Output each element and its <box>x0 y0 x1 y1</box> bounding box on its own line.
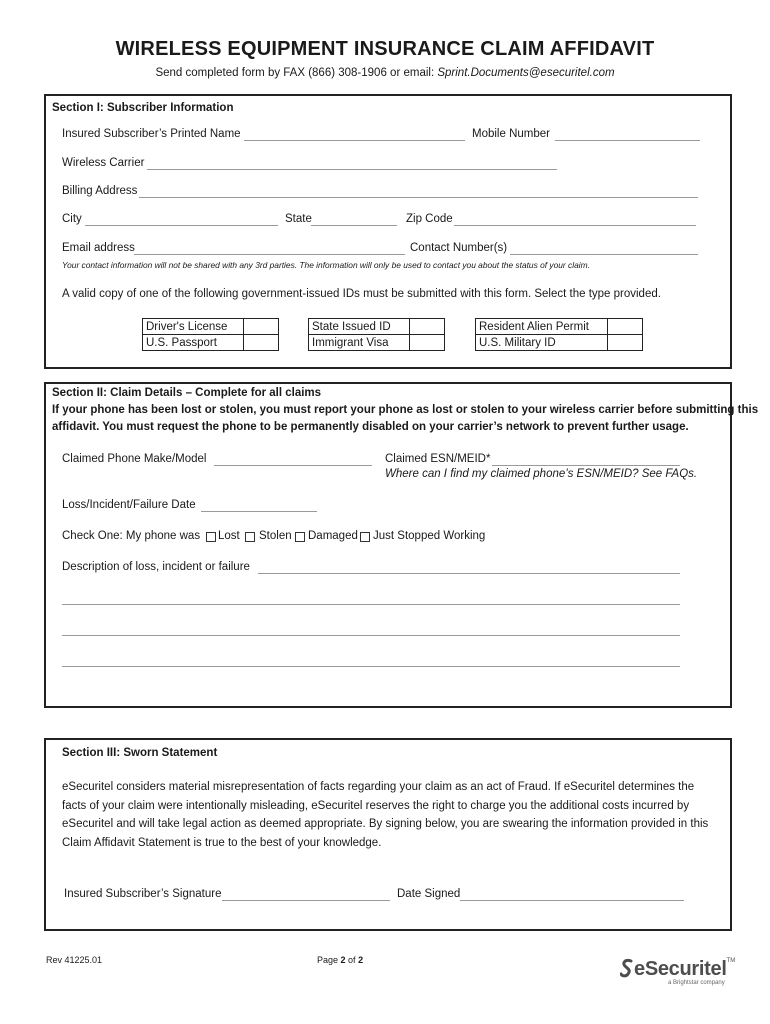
billing-address-label: Billing Address <box>62 185 138 197</box>
id-type-us-passport: U.S. Passport <box>143 335 244 351</box>
damaged-option-label: Damaged <box>308 530 358 542</box>
stolen-checkbox[interactable] <box>245 532 255 542</box>
sworn-statement-line-4: Claim Affidavit Statement is true to the best of your knowledge. <box>62 836 382 849</box>
form-title: WIRELESS EQUIPMENT INSURANCE CLAIM AFFIDAVIT <box>115 38 655 60</box>
privacy-note: Your contact information will not be shared with any 3rd parties. The information will only be used to contact you about the status of your claim. <box>62 260 590 270</box>
signature-label: Insured Subscriber’s Signature <box>64 888 222 900</box>
state-label: State <box>285 213 312 225</box>
id-type-table-2 <box>308 318 445 351</box>
section-1-heading: Section I: Subscriber Information <box>52 102 234 114</box>
submission-instructions <box>0 67 770 79</box>
description-field-line-3[interactable] <box>62 635 680 636</box>
esecuritel-swirl-icon <box>620 958 634 978</box>
sworn-statement-line-1: eSecuritel considers material misrepresentation of facts regarding your claim as an act of Fraud. If eSecuritel determines the <box>62 781 695 793</box>
date-signed-field[interactable] <box>460 900 684 901</box>
printed-name-label: Insured Subscriber’s Printed Name <box>62 128 241 140</box>
stolen-option-label: Stolen <box>259 530 292 542</box>
esecuritel-tagline: a Brightstar company <box>668 980 725 986</box>
lost-stolen-warning-line-2: affidavit. You must request the phone to be permanently disabled on your carrier’s network to prevent further usage. <box>52 421 689 433</box>
id-checkbox-state-issued-id[interactable] <box>410 319 445 335</box>
mobile-number-label: Mobile Number <box>472 128 550 140</box>
id-checkbox-resident-alien-permit[interactable] <box>608 319 643 335</box>
lost-stolen-warning-line-1: If your phone has been lost or stolen, you must report your phone as lost or stolen to your wireless carrier before submitting this <box>52 404 759 416</box>
esecuritel-logo <box>620 958 736 986</box>
id-checkbox-immigrant-visa[interactable] <box>410 335 445 351</box>
send-instructions-text: Send completed form by FAX (866) 308-1906 or email: <box>155 67 438 79</box>
phone-make-model-label: Claimed Phone Make/Model <box>62 453 207 465</box>
state-field[interactable] <box>311 225 397 226</box>
contact-numbers-field[interactable] <box>510 254 698 255</box>
section-3-heading: Section III: Sworn Statement <box>62 747 218 759</box>
description-label: Description of loss, incident or failure <box>62 561 250 573</box>
description-field-line-4[interactable] <box>62 666 680 667</box>
id-type-drivers-license: Driver's License <box>143 319 244 335</box>
esn-meid-label: Claimed ESN/MEID* <box>385 453 491 465</box>
city-label: City <box>62 213 82 225</box>
trademark-symbol: TM <box>726 958 736 964</box>
loss-date-field[interactable] <box>201 511 317 512</box>
page-indicator <box>317 955 363 965</box>
sworn-statement-line-3: eSecuritel and will take legal action as deemed appropriate. By signing below, you are swearing the information provided in this <box>62 818 709 830</box>
just-stopped-working-option-label: Just Stopped Working <box>373 530 486 542</box>
page-total: 2 <box>358 955 364 965</box>
submission-email[interactable]: Sprint.Documents@esecuritel.com <box>437 67 615 79</box>
id-checkbox-drivers-license[interactable] <box>244 319 279 335</box>
id-type-state-issued-id: State Issued ID <box>309 319 410 335</box>
page-of: of <box>345 955 359 965</box>
sworn-statement-line-2: facts of your claim were intentionally misleading, eSecuritel reserves the right to charge you the additional costs incurred by <box>62 799 690 812</box>
section-2-heading: Section II: Claim Details – Complete for all claims <box>52 387 322 399</box>
printed-name-field[interactable] <box>244 140 465 141</box>
id-checkbox-us-military-id[interactable] <box>608 335 643 351</box>
esecuritel-logo-text: eSecuritel <box>634 958 727 980</box>
id-type-immigrant-visa: Immigrant Visa <box>309 335 410 351</box>
billing-address-field[interactable] <box>139 197 698 198</box>
description-field-line-2[interactable] <box>62 604 680 605</box>
check-one-label: Check One: My phone was <box>62 530 201 542</box>
id-type-resident-alien-permit: Resident Alien Permit <box>476 319 608 335</box>
contact-numbers-label: Contact Number(s) <box>410 242 508 254</box>
id-type-table-3 <box>475 318 643 351</box>
city-field[interactable] <box>85 225 278 226</box>
damaged-checkbox[interactable] <box>295 532 305 542</box>
id-type-us-military-id: U.S. Military ID <box>476 335 608 351</box>
lost-checkbox[interactable] <box>206 532 216 542</box>
page-prefix: Page <box>317 955 341 965</box>
zip-code-label: Zip Code <box>406 213 453 225</box>
zip-code-field[interactable] <box>454 225 696 226</box>
id-checkbox-us-passport[interactable] <box>244 335 279 351</box>
wireless-carrier-label: Wireless Carrier <box>62 157 145 169</box>
email-address-label: Email address <box>62 242 135 254</box>
signature-field[interactable] <box>222 900 390 901</box>
just-stopped-working-checkbox[interactable] <box>360 532 370 542</box>
revision-number: Rev 41225.01 <box>46 955 103 965</box>
wireless-carrier-field[interactable] <box>147 169 557 170</box>
id-type-table-1 <box>142 318 279 351</box>
id-instruction: A valid copy of one of the following government-issued IDs must be submitted with this form. Select the type provided. <box>62 288 661 300</box>
email-address-field[interactable] <box>134 254 405 255</box>
phone-make-model-field[interactable] <box>214 465 372 466</box>
page-current: 2 <box>340 955 346 965</box>
esn-meid-field[interactable] <box>492 465 680 466</box>
mobile-number-field[interactable] <box>555 140 700 141</box>
loss-date-label: Loss/Incident/Failure Date <box>62 499 196 511</box>
esn-meid-help-link[interactable]: Where can I find my claimed phone’s ESN/MEID? See FAQs. <box>385 468 698 480</box>
description-field-line-1[interactable] <box>258 573 680 574</box>
date-signed-label: Date Signed <box>397 888 461 900</box>
lost-option-label: Lost <box>218 530 240 542</box>
